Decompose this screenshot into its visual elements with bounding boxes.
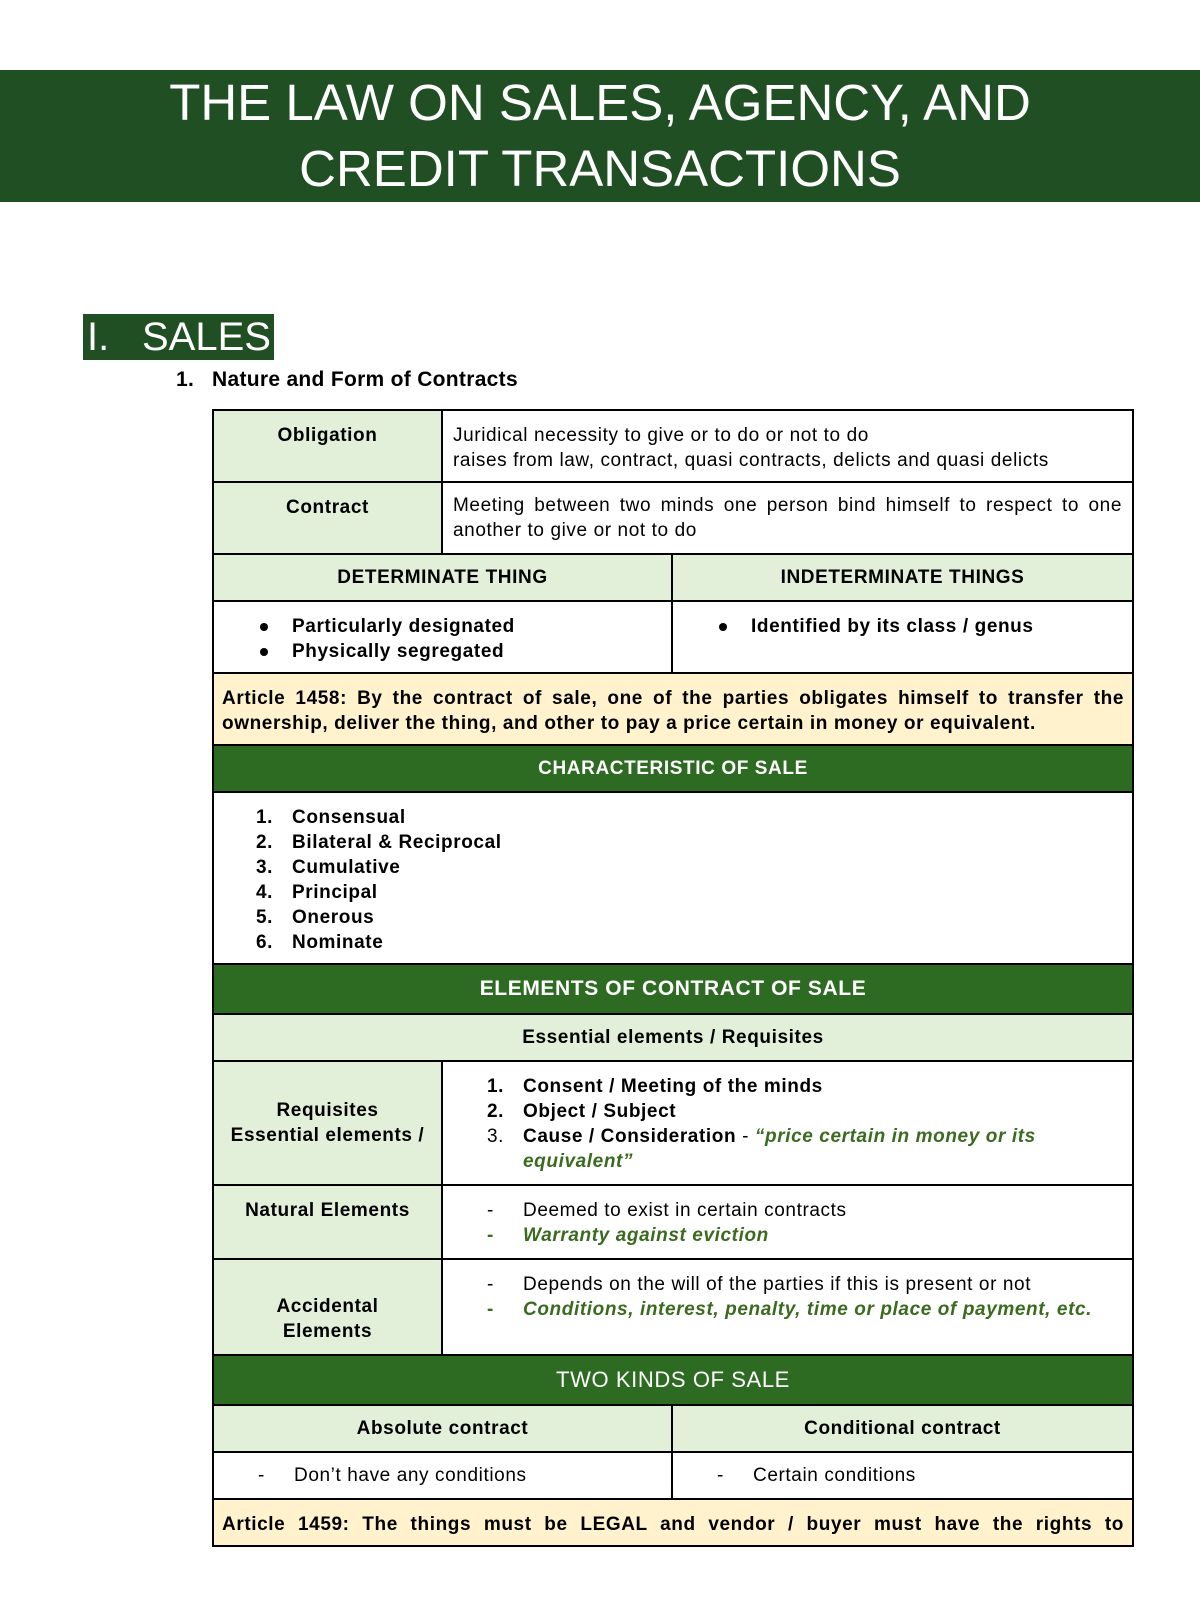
definition-line: Meeting between two minds one person bind himself to respect to one another to give or not to do [453, 495, 1123, 541]
characteristics-list [213, 792, 1133, 964]
definition-line: raises from law, contract, quasi contracts, delicts and quasi delicts [453, 450, 1049, 471]
natural-row [213, 1185, 1133, 1259]
characteristics-row [213, 792, 1133, 964]
sales-table [212, 409, 1134, 1547]
requisites-list [442, 1061, 1133, 1185]
definition-row-obligation [213, 410, 1133, 482]
article-1459: Article 1459: The things must be LEGAL and vendor / buyer must have the rights to [213, 1499, 1133, 1546]
section-label: SALES [142, 315, 271, 359]
subheading [176, 368, 518, 392]
absolute-value [213, 1452, 672, 1499]
determinate-header: DETERMINATE THING [213, 554, 672, 601]
characteristics-header-row [213, 745, 1133, 792]
indeterminate-items [672, 601, 1133, 673]
elements-header-row [213, 964, 1133, 1014]
list-item: Particularly designated [256, 614, 671, 639]
document-title [0, 70, 1200, 202]
list-item: - Depends on the will of the parties if this is present or not [487, 1274, 1032, 1295]
article-1458: Article 1458: By the contract of sale, one of the parties obligates himself to transfer the ownership, deliver the thing, and other to pay a price certain in money or equivalent. [213, 673, 1133, 745]
elements-subheader-row [213, 1014, 1133, 1061]
list-item: 3. Cause / Consideration - “price certain in money or its equivalent” [487, 1126, 1036, 1172]
list-item: 3. Cumulative [256, 857, 401, 878]
list-item: - Warranty against eviction [487, 1225, 769, 1246]
list-item: 1. Consent / Meeting of the minds [487, 1076, 823, 1097]
kinds-subheader-row [213, 1405, 1133, 1452]
characteristics-header: CHARACTERISTIC OF SALE [213, 745, 1133, 792]
kinds-header: TWO KINDS OF SALE [213, 1355, 1133, 1405]
term-obligation: Obligation [213, 410, 442, 482]
kinds-values-row [213, 1452, 1133, 1499]
kinds-header-row [213, 1355, 1133, 1405]
definition-row-contract [213, 482, 1133, 554]
list-item: 1. Consensual [256, 807, 406, 828]
subheading-label: Nature and Form of Contracts [212, 368, 518, 391]
requisites-label: Requisites Essential elements / [213, 1061, 442, 1185]
list-item: Physically segregated [256, 639, 671, 664]
list-item: - Certain conditions [717, 1465, 916, 1486]
list-item: 6. Nominate [256, 932, 384, 953]
absolute-header: Absolute contract [213, 1405, 672, 1452]
title-line-1: THE LAW ON SALES, AGENCY, AND [165, 74, 1035, 131]
section-number: I. [87, 315, 110, 359]
natural-label: Natural Elements [213, 1185, 442, 1259]
things-items-row [213, 601, 1133, 673]
section-heading [83, 314, 274, 360]
list-item: - Don’t have any conditions [258, 1465, 527, 1486]
definition-contract [442, 482, 1133, 554]
list-item: 4. Principal [256, 882, 378, 903]
list-item: - Deemed to exist in certain contracts [487, 1200, 847, 1221]
accidental-row [213, 1259, 1133, 1355]
title-line-2: CREDIT TRANSACTIONS [295, 140, 905, 197]
definition-line: Juridical necessity to give or to do or not to do [453, 425, 869, 446]
article-1458-row [213, 673, 1133, 745]
requisites-row [213, 1061, 1133, 1185]
things-header-row [213, 554, 1133, 601]
subheading-number: 1. [176, 368, 195, 391]
list-item: 2. Bilateral & Reciprocal [256, 832, 502, 853]
accidental-list [442, 1259, 1133, 1355]
article-1459-row [213, 1499, 1133, 1546]
list-item: 5. Onerous [256, 907, 375, 928]
list-item: - Conditions, interest, penalty, time or place of payment, etc. [487, 1299, 1093, 1320]
elements-subheader: Essential elements / Requisites [213, 1014, 1133, 1061]
list-item: Identified by its class / genus [715, 614, 1132, 639]
list-item: 2. Object / Subject [487, 1101, 677, 1122]
elements-header: ELEMENTS OF CONTRACT OF SALE [213, 964, 1133, 1014]
definition-obligation [442, 410, 1133, 482]
conditional-header: Conditional contract [672, 1405, 1133, 1452]
conditional-value [672, 1452, 1133, 1499]
determinate-items [213, 601, 672, 673]
natural-list [442, 1185, 1133, 1259]
accidental-label: Accidental Elements [213, 1259, 442, 1355]
term-contract: Contract [213, 482, 442, 554]
indeterminate-header: INDETERMINATE THINGS [672, 554, 1133, 601]
